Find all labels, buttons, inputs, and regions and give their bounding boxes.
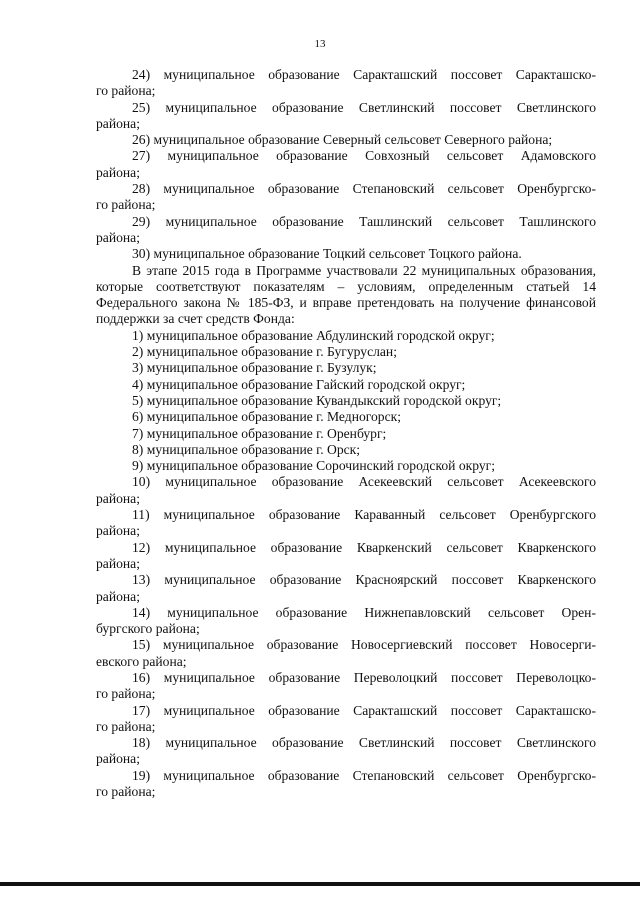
list-item-line: 11) муниципальное образование Караванный сельсовет Оренбургского	[132, 507, 596, 523]
list-item-line: района;	[96, 115, 140, 131]
list-item-line: района;	[96, 588, 140, 604]
participant-list-settlements	[96, 474, 596, 800]
participant-list-cities	[96, 328, 596, 475]
document-body	[96, 67, 596, 800]
list-item-line: 18) муниципальное образование Светлинский поссовет Светлинского	[132, 735, 596, 751]
list-item-line: 10) муниципальное образование Асекеевский сельсовет Асекеевского	[132, 474, 596, 490]
list-item	[96, 735, 596, 768]
list-item-line: бургского района;	[96, 621, 200, 637]
list-item	[96, 67, 596, 100]
intro-paragraph: В этапе 2015 года в Программе участвовали 22 муниципальных образования, которые соответствуют показателям – условиям, определенным статьей 14 Федерального закона № 185-ФЗ, и вправе претендовать на получение финансовой поддержки за счет средств Фонда:	[96, 262, 596, 327]
list-item-line: евского района;	[96, 653, 187, 669]
list-item-line: го района;	[96, 83, 156, 99]
list-item: 9) муниципальное образование Сорочинский городской округ;	[132, 458, 496, 474]
list-item: 3) муниципальное образование г. Бузулук;	[132, 360, 377, 376]
list-item	[96, 507, 596, 540]
list-item-line: 15) муниципальное образование Новосергиевский поссовет Новосерги-	[132, 637, 596, 653]
list-item-line: го района;	[96, 686, 156, 702]
list-item-line: го района;	[96, 718, 156, 734]
list-item: 4) муниципальное образование Гайский городской округ;	[132, 376, 466, 392]
bottom-rule	[0, 882, 640, 886]
list-item-line: 13) муниципальное образование Красноярский поссовет Кваркенского	[132, 572, 596, 588]
list-item	[96, 703, 596, 736]
list-item	[96, 605, 596, 638]
list-item-line: 25) муниципальное образование Светлинский поссовет Светлинского	[132, 99, 596, 115]
page-number: 13	[314, 38, 326, 50]
list-item	[96, 246, 596, 262]
list-item	[96, 214, 596, 247]
list-item: 8) муниципальное образование г. Орск;	[132, 441, 361, 457]
list-item	[96, 540, 596, 573]
list-item	[96, 100, 596, 133]
list-item-line: 17) муниципальное образование Саракташский поссовет Саракташско-	[132, 702, 596, 718]
list-item	[96, 474, 596, 507]
list-item-line: 28) муниципальное образование Степановский сельсовет Оренбургско-	[132, 181, 596, 197]
list-item-line: 24) муниципальное образование Саракташский поссовет Саракташско-	[132, 67, 596, 82]
list-item-line: 26) муниципальное образование Северный сельсовет Северного района;	[132, 132, 553, 148]
list-item	[96, 670, 596, 703]
list-item-line: го района;	[96, 197, 156, 213]
list-item	[96, 181, 596, 214]
list-item	[96, 637, 596, 670]
list-item-line: го района;	[96, 784, 156, 800]
list-item-line: района;	[96, 523, 140, 539]
list-item-line: района;	[96, 164, 140, 180]
list-item-line: района;	[96, 229, 140, 245]
list-item: 7) муниципальное образование г. Оренбург;	[132, 425, 387, 441]
list-item-line: района;	[96, 751, 140, 767]
list-item	[96, 148, 596, 181]
municipality-list-continued	[96, 67, 596, 263]
list-item: 5) муниципальное образование Кувандыкский городской округ;	[132, 392, 502, 408]
list-item-line: 27) муниципальное образование Совхозный сельсовет Адамовского	[132, 148, 596, 164]
list-item	[96, 768, 596, 801]
list-item-line: района;	[96, 490, 140, 506]
list-item-line: 12) муниципальное образование Кваркенский сельсовет Кваркенского	[132, 539, 596, 555]
list-item	[96, 572, 596, 605]
list-item-line: района;	[96, 555, 140, 571]
list-item-line: 19) муниципальное образование Степановский сельсовет Оренбургско-	[132, 767, 596, 783]
list-item-line: 16) муниципальное образование Переволоцкий поссовет Переволоцко-	[132, 669, 596, 685]
list-item-line: 14) муниципальное образование Нижнепавловский сельсовет Орен-	[132, 604, 596, 620]
list-item: 1) муниципальное образование Абдулинский городской округ;	[132, 327, 495, 343]
list-item	[96, 132, 596, 148]
list-item: 2) муниципальное образование г. Бугуруслан;	[132, 344, 397, 360]
list-item-line: 29) муниципальное образование Ташлинский сельсовет Ташлинского	[132, 213, 596, 229]
list-item-line: 30) муниципальное образование Тоцкий сельсовет Тоцкого района.	[132, 246, 522, 262]
list-item: 6) муниципальное образование г. Медногорск;	[132, 409, 402, 425]
